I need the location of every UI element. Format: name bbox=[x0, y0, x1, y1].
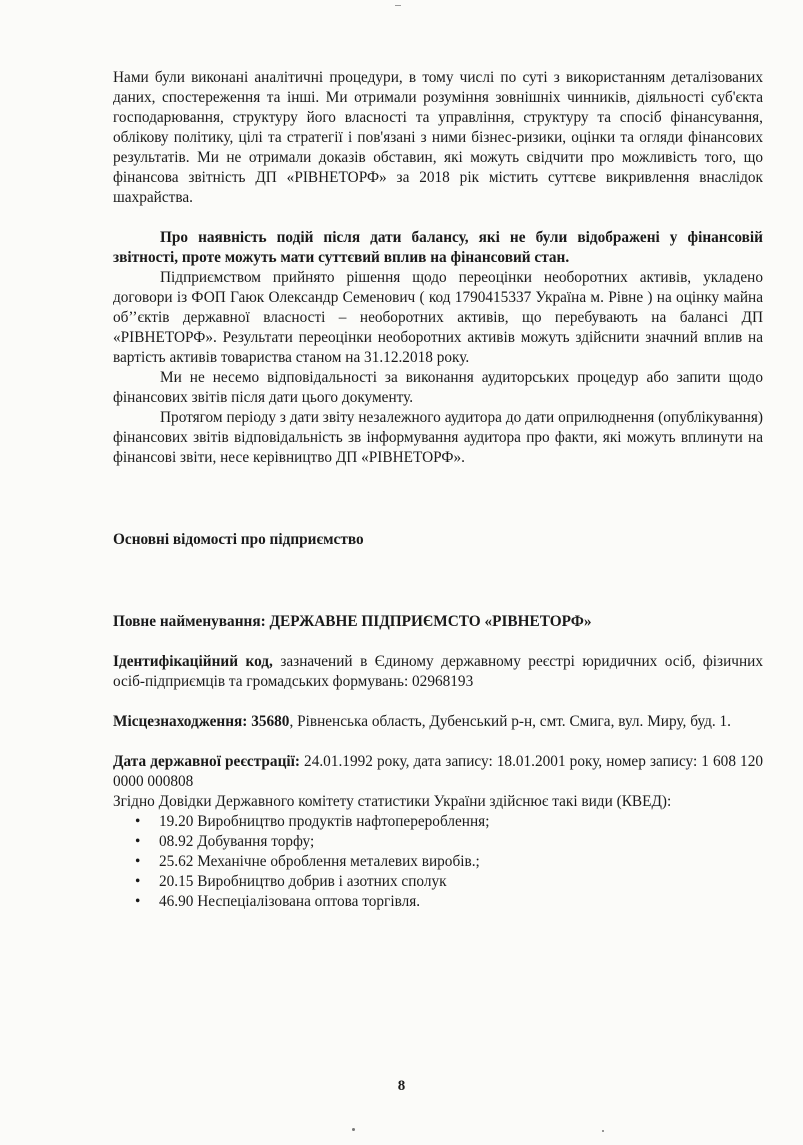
paragraph-responsibility: Ми не несемо відповідальності за виконання аудиторських процедур або запити щодо фінансових звітів після дати цього документу. bbox=[113, 369, 763, 406]
registration-value: 24.01.1992 року, дата запису: 18.01.2001 року, номер запису: 1 608 120 0000 000808 bbox=[113, 753, 763, 790]
id-code-label: Ідентифікаційний код, bbox=[113, 653, 273, 670]
bullet-icon: • bbox=[135, 813, 141, 830]
id-code-value: зазначений в Єдиному державному реєстрі юридичних осіб, фізичних осіб-підприємців та громадських формувань: 02968193 bbox=[113, 653, 763, 690]
scan-speck bbox=[352, 1128, 355, 1131]
list-item: • 19.20 Виробництво продуктів нафтоперероблення; bbox=[135, 813, 490, 830]
paragraph-management-duty: Протягом періоду з дати звіту незалежного аудитора до дати оприлюднення (опублікування) фінансових звітів відповідальність зв інформування аудитора про факти, які можуть вплинути на фінансові звіти, несе керівництво ДП «РІВНЕТОРФ». bbox=[113, 409, 763, 466]
page-number: 8 bbox=[397, 1078, 406, 1094]
location-label: Місцезнаходження: 35680 bbox=[113, 713, 290, 730]
bullet-icon: • bbox=[135, 833, 141, 850]
company-registration bbox=[113, 752, 763, 792]
list-item: • 25.62 Механічне оброблення металевих виробів.; bbox=[135, 853, 480, 870]
registration-label: Дата державної реєстрації: bbox=[113, 753, 300, 770]
company-full-name: Повне найменування: ДЕРЖАВНЕ ПІДПРИЄМСТО «РІВНЕТОРФ» bbox=[113, 613, 592, 630]
bullet-icon: • bbox=[135, 873, 141, 890]
company-section-title: Основні відомості про підприємство bbox=[113, 531, 364, 548]
bullet-icon: • bbox=[135, 893, 141, 910]
location-value: , Рівненська область, Дубенський р-н, смт. Смига, вул. Миру, буд. 1. bbox=[289, 713, 731, 730]
page-content bbox=[113, 68, 763, 912]
bullet-icon: • bbox=[135, 853, 141, 870]
company-location bbox=[113, 712, 763, 732]
list-item: • 08.92 Добування торфу; bbox=[135, 833, 315, 850]
paragraph-revaluation: Підприємством прийнято рішення щодо переоцінки необоротних активів, укладено договори із ФОП Гаюк Олександр Семенович ( код 1790415337 Україна м. Рівне ) на оцінку майна об’’єктів державної власності – необоротних активів, що перебувають на балансі ДП «РІВНЕТОРФ». Результати переоцінки необоротних активів можуть здійснити значний вплив на вартість активів товариства станом на 31.12.2018 року. bbox=[113, 269, 763, 366]
kved-intro: Згідно Довідки Державного комітету статистики України здійснює такі види (КВЕД): bbox=[113, 793, 672, 810]
kved-list bbox=[113, 812, 763, 912]
paragraph-analytical-procedures: Нами були виконані аналітичні процедури, в тому числі по суті з використанням деталізованих даних, спостереження та інші. Ми отримали розуміння зовнішніх чинників, діяльності суб'єкта господарювання, структуру його власності та управління, структуру та спосіб фінансування, облікову політику, цілі та стратегії і пов'язані з ними бізнес-ризики, оцінки та огляди фінансових результатів. Ми не отримали доказів обставин, які можуть свідчити про можливість того, що фінансова звітність ДП «РІВНЕТОРФ» за 2018 рік містить суттєве викривлення внаслідок шахрайства. bbox=[113, 69, 763, 206]
scan-speck bbox=[395, 5, 401, 6]
list-item: • 20.15 Виробництво добрив і азотних сполук bbox=[135, 873, 447, 890]
company-id-code bbox=[113, 652, 763, 692]
list-item: • 46.90 Неспеціалізована оптова торгівля. bbox=[135, 893, 421, 910]
events-after-balance-heading: Про наявність подій після дати балансу, які не були відображені у фінансовій звітності, проте можуть мати суттєвий вплив на фінансовий стан. bbox=[113, 229, 763, 266]
scan-speck bbox=[602, 1130, 604, 1132]
